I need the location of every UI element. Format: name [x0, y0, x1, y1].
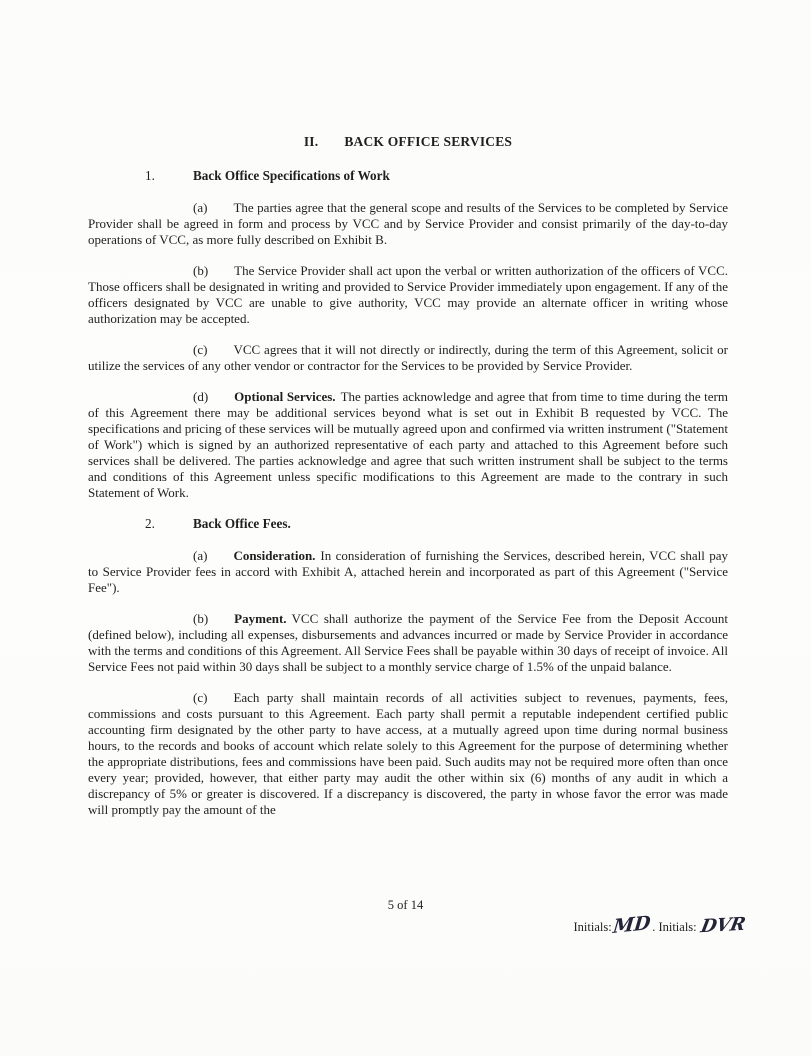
paragraph-text: The Service Provider shall act upon the verbal or written authorization of the officers of VCC. Those officers shall be designated in writing and provided to Service Provider immediately upon engagement. If any of the officers designated by VCC are unable to give authority, VCC may provide an alternate officer in writing whose authorization may be accepted.	[88, 263, 728, 326]
paragraph-text: VCC shall authorize the payment of the Service Fee from the Deposit Account (defined below), including all expenses, disbursements and advances incurred or made by Service Provider in accordance with the terms and conditions of this Agreement. All Service Fees shall be payable within 30 days of receipt of invoice. All Service Fees not paid within 30 days shall be subject to a monthly service charge of 1.5% of the unpaid balance.	[88, 611, 728, 674]
paragraph-text: The parties acknowledge and agree that from time to time during the term of this Agreement there may be additional services beyond what is set out in Exhibit B requested by VCC. The specifications and pricing of these services will be mutually agreed upon and confirmed via written instrument ("Statement of Work") which is signed by an authorized representative of each party and attached to this Agreement before such services shall be delivered. The parties acknowledge and agree that such written instrument shall be subject to the terms and conditions of this Agreement unless specific modifications to this Agreement are made to the contrary in such Statement of Work.	[88, 389, 728, 500]
section-heading-1	[88, 168, 728, 184]
paragraph-label: (b)	[193, 263, 209, 278]
section-number: 1.	[145, 168, 155, 183]
paragraph-1a	[88, 200, 728, 248]
handwritten-initials-1: MD	[611, 911, 652, 939]
handwritten-initials-2: DVR	[698, 913, 748, 938]
initials-label-1: Initials:	[573, 920, 612, 934]
paragraph-label: (d)	[193, 389, 209, 404]
paragraph-2a	[88, 548, 728, 596]
paragraph-1d	[88, 389, 728, 501]
paragraph-label: (b)	[193, 611, 209, 626]
document-title-text: BACK OFFICE SERVICES	[344, 134, 513, 149]
section-title: Back Office Specifications of Work	[193, 168, 390, 183]
paragraph-label: (a)	[193, 548, 208, 563]
document-title-number: II.	[303, 134, 319, 149]
paragraph-lead: Consideration.	[233, 548, 316, 563]
paragraph-text: VCC agrees that it will not directly or indirectly, during the term of this Agreement, solicit or utilize the services of any other vendor or contractor for the Services to be provided by Service Provider.	[88, 342, 728, 373]
paragraph-lead: Optional Services.	[234, 389, 336, 404]
paragraph-label: (c)	[193, 690, 208, 705]
initials-row	[573, 911, 748, 939]
paragraph-label: (c)	[193, 342, 208, 357]
paragraph-label: (a)	[193, 200, 208, 215]
paragraph-lead: Payment.	[234, 611, 287, 626]
document-title	[88, 134, 728, 150]
page-number: 5 of 14	[387, 898, 424, 912]
paragraph-text: Each party shall maintain records of all activities subject to revenues, payments, fees, commissions and costs pursuant to this Agreement. Each party shall permit a reputable independent certified public accounting firm designated by the other party to have access, at a mutually agreed upon time during normal business hours, to the records and books of account which relate solely to this Agreement for the purpose of determining whether the appropriate distributions, fees and commissions have been paid. Such audits may not be required more often than once every year; provided, however, that either party may audit the other within six (6) months of any audit in which a discrepancy of 5% or greater is discovered. If a discrepancy is discovered, the party in whose favor the error was made will promptly pay the amount of the	[88, 690, 728, 817]
section-title: Back Office Fees.	[193, 516, 291, 531]
section-number: 2.	[145, 516, 155, 531]
paragraph-2c	[88, 690, 728, 818]
paragraph-1b	[88, 263, 728, 327]
paragraph-1c	[88, 342, 728, 374]
paragraph-text: In consideration of furnishing the Services, described herein, VCC shall pay to Service Provider fees in accord with Exhibit A, attached herein and incorporated as part of this Agreement ("Service Fee").	[88, 548, 728, 595]
initials-label-2: . Initials:	[652, 920, 697, 934]
section-heading-2	[88, 516, 728, 532]
paragraph-2b	[88, 611, 728, 675]
paragraph-text: The parties agree that the general scope and results of the Services to be completed by Service Provider shall be agreed in form and process by VCC and by Service Provider and consist primarily of the day-to-day operations of VCC, as more fully described on Exhibit B.	[88, 200, 728, 247]
